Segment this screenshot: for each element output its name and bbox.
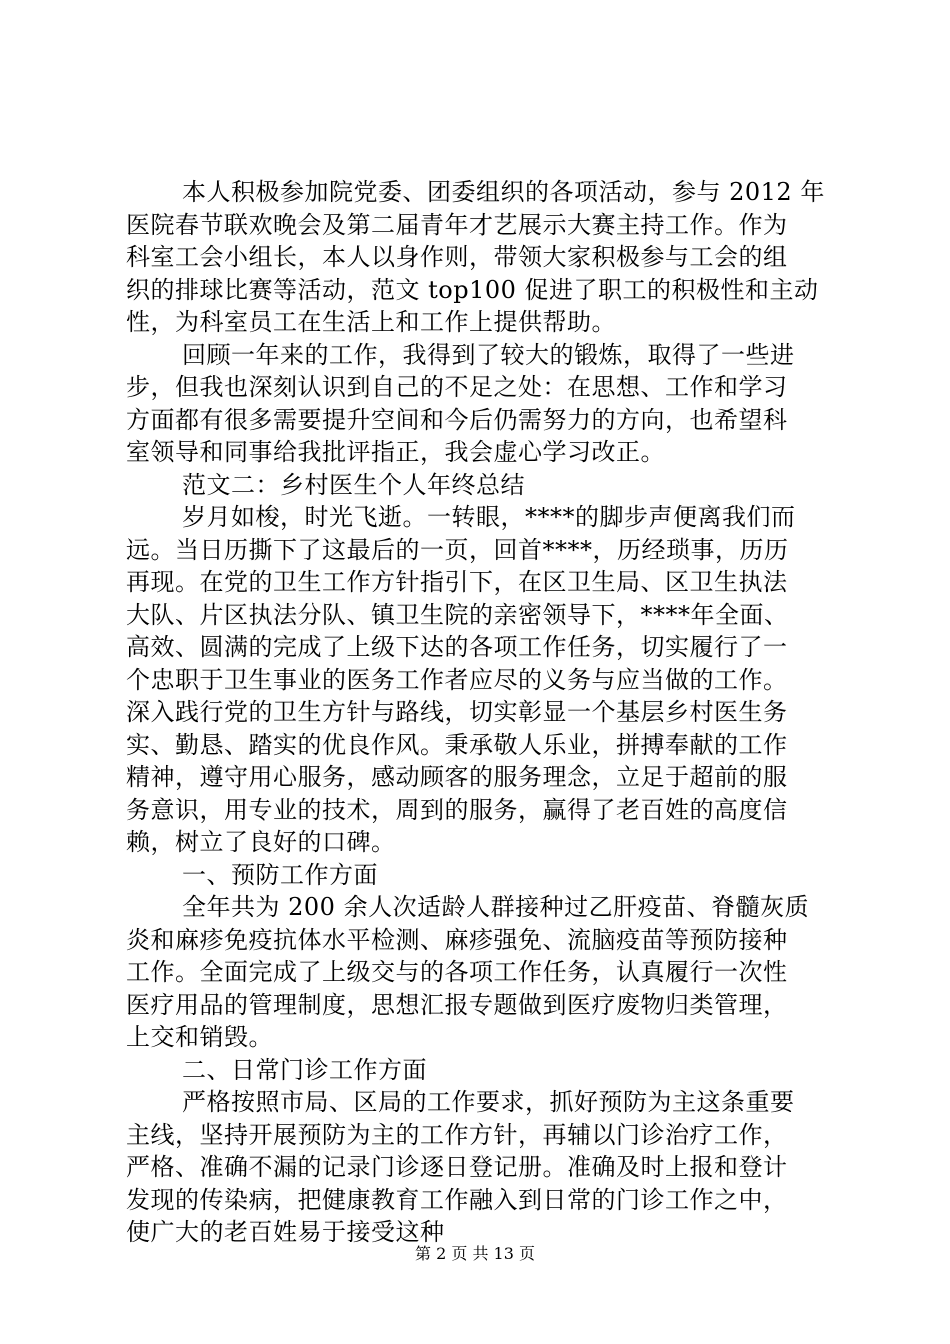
text-line: 精神，遵守用心服务，感动顾客的服务理念，立足于超前的服 xyxy=(126,763,788,791)
text-line: 科室工会小组长，本人以身作则，带领大家积极参与工会的组 xyxy=(126,243,788,271)
text-line: 室领导和同事给我批评指正，我会虚心学习改正。 xyxy=(126,438,665,466)
page-footer: 第 2 页 共 13 页 xyxy=(415,1244,535,1263)
text-line: 远。当日历撕下了这最后的一页，回首****，历经琐事，历历 xyxy=(126,535,789,564)
text-line: 实、勤恳、踏实的优良作风。秉承敬人乐业，拼搏奉献的工作 xyxy=(126,730,788,759)
text-line: 二、日常门诊工作方面 xyxy=(182,1055,427,1084)
text-line: 一、预防工作方面 xyxy=(182,860,378,889)
text-line: 性，为科室员工在生活上和工作上提供帮助。 xyxy=(126,308,616,336)
text-line: 范文二：乡村医生个人年终总结 xyxy=(182,470,525,499)
text-line: 严格按照市局、区局的工作要求，抓好预防为主这条重要 xyxy=(182,1088,795,1116)
text-line: 务意识，用专业的技术，周到的服务，赢得了老百姓的高度信 xyxy=(126,795,788,824)
text-line: 炎和麻疹免疫抗体水平检测、麻疹强免、流脑疫苗等预防接种 xyxy=(126,925,788,954)
text-line: 主线，坚持开展预防为主的工作方针，再辅以门诊治疗工作， xyxy=(126,1120,788,1149)
text-line: 医院春节联欢晚会及第二届青年才艺展示大赛主持工作。作为 xyxy=(126,210,788,239)
text-line: 高效、圆满的完成了上级下达的各项工作任务，切实履行了一 xyxy=(126,633,788,661)
text-line: 上交和销毁。 xyxy=(126,1023,273,1051)
text-line: 本人积极参加院党委、团委组织的各项活动，参与 2012 年 xyxy=(182,178,825,206)
document-body xyxy=(126,176,826,1249)
text-line: 个忠职于卫生事业的医务工作者应尽的义务与应当做的工作。 xyxy=(126,665,788,694)
text-line: 方面都有很多需要提升空间和今后仍需努力的方向，也希望科 xyxy=(126,405,788,434)
text-line: 再现。在党的卫生工作方针指引下，在区卫生局、区卫生执法 xyxy=(126,568,788,596)
text-line: 步，但我也深刻认识到自己的不足之处：在思想、工作和学习 xyxy=(126,373,788,401)
text-line: 织的排球比赛等活动，范文 top100 促进了职工的积极性和主动 xyxy=(126,275,819,304)
text-line: 大队、片区执法分队、镇卫生院的亲密领导下，****年全面、 xyxy=(126,600,789,629)
text-line: 发现的传染病，把健康教育工作融入到日常的门诊工作之中， xyxy=(126,1185,788,1214)
text-line: 赖，树立了良好的口碑。 xyxy=(126,828,396,856)
text-line: 医疗用品的管理制度，思想汇报专题做到医疗废物归类管理， xyxy=(126,990,788,1019)
text-line: 回顾一年来的工作，我得到了较大的锻炼，取得了一些进 xyxy=(182,340,795,369)
text-line: 使广大的老百姓易于接受这种 xyxy=(126,1218,445,1246)
text-line: 深入践行党的卫生方针与路线，切实彰显一个基层乡村医生务 xyxy=(126,698,788,726)
text-line: 工作。全面完成了上级交与的各项工作任务，认真履行一次性 xyxy=(126,958,788,986)
text-line: 全年共为 200 余人次适龄人群接种过乙肝疫苗、脊髓灰质 xyxy=(182,893,810,921)
text-line: 岁月如梭，时光飞逝。一转眼，****的脚步声便离我们而 xyxy=(182,503,796,531)
text-line: 严格、准确不漏的记录门诊逐日登记册。准确及时上报和登计 xyxy=(126,1153,788,1181)
